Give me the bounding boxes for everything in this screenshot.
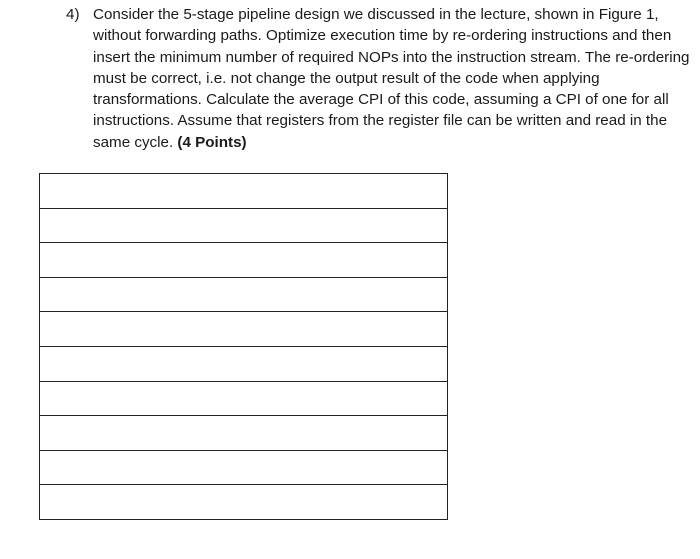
answer-cell[interactable] xyxy=(40,174,448,209)
question-line: must be correct, i.e. not change the output result of the code when applying xyxy=(93,69,600,87)
question-number: 4) xyxy=(66,6,80,23)
answer-cell[interactable] xyxy=(40,485,448,520)
answer-row xyxy=(40,312,448,347)
answer-cell[interactable] xyxy=(40,416,448,451)
answer-cell[interactable] xyxy=(40,346,448,381)
question-line: Consider the 5-stage pipeline design we discussed in the lecture, shown in Figure 1, xyxy=(93,6,659,23)
question-text xyxy=(93,4,700,153)
answer-table xyxy=(39,173,448,520)
answer-row xyxy=(40,485,448,520)
answer-row xyxy=(40,243,448,278)
answer-cell[interactable] xyxy=(40,243,448,278)
answer-row xyxy=(40,208,448,243)
answer-cell[interactable] xyxy=(40,450,448,485)
question-line: transformations. Calculate the average CPI of this code, assuming a CPI of one for all xyxy=(93,91,669,109)
question-last-text: same cycle. xyxy=(93,133,178,151)
answer-cell[interactable] xyxy=(40,312,448,347)
question-line: without forwarding paths. Optimize execution time by re-ordering instructions and then xyxy=(93,27,672,45)
answer-row xyxy=(40,277,448,312)
answer-cell[interactable] xyxy=(40,208,448,243)
answer-cell[interactable] xyxy=(40,381,448,416)
question-line: insert the minimum number of required NOPs into the instruction stream. The re-ordering xyxy=(93,48,690,66)
answer-row xyxy=(40,174,448,209)
question-line: instructions. Assume that registers from the register file can be written and read in the xyxy=(93,112,668,130)
answer-row xyxy=(40,450,448,485)
answer-cell[interactable] xyxy=(40,277,448,312)
answer-row xyxy=(40,346,448,381)
question-points: (4 Points) xyxy=(177,133,247,151)
answer-row xyxy=(40,416,448,451)
answer-row xyxy=(40,381,448,416)
question-line-last xyxy=(93,132,700,153)
